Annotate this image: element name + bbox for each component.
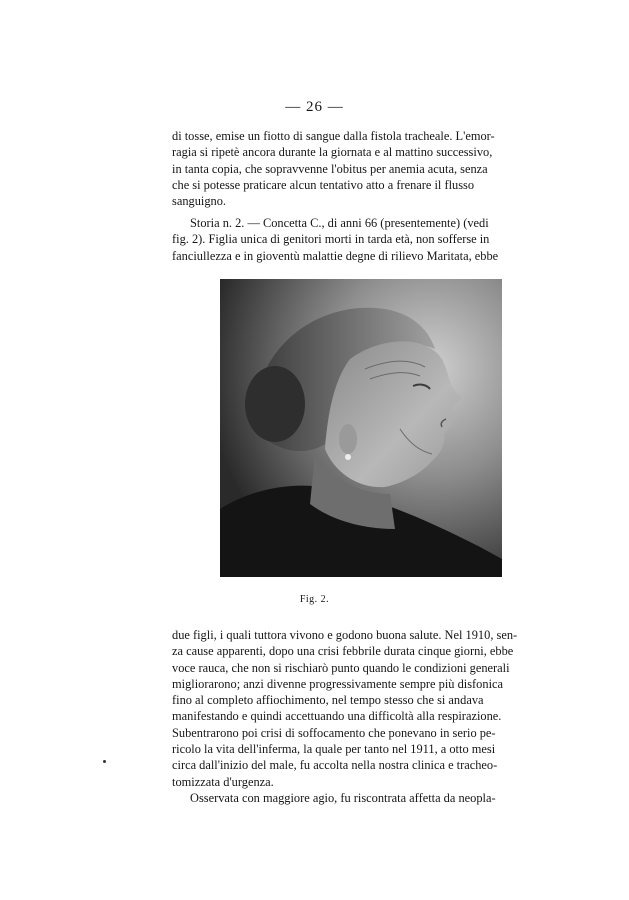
page-number: — 26 — <box>285 99 344 115</box>
text-line: migliorarono; anzi divenne progressivamente sempre più disfonica <box>172 676 504 691</box>
paragraph-case-history-2 <box>172 215 558 264</box>
paragraph-tracheal-hemorrhage <box>172 128 558 209</box>
text-line: due figli, i quali tuttora vivono e godono buona salute. Nel 1910, sen- <box>172 628 518 642</box>
text-line: fig. 2). Figlia unica di genitori morti in tarda età, non sofferse in <box>172 232 490 247</box>
text-line: sanguigno. <box>172 194 227 209</box>
text-line: Subentrarono poi crisi di soffocamento che ponevano in serio pe- <box>172 725 496 740</box>
text-line: tomizzata d'urgenza. <box>172 774 274 789</box>
patient-portrait-photo <box>220 279 502 577</box>
text-line: fino al completo affiochimento, nel tempo stesso che si andava <box>172 693 484 708</box>
text-line: Storia n. 2. — Concetta C., di anni 66 (presentemente) (vedi <box>190 216 489 230</box>
portrait-illustration <box>220 279 502 577</box>
figure-caption: Fig. 2. <box>299 594 330 605</box>
paragraph-clinical-course <box>172 627 558 806</box>
text-line: ricolo la vita dell'inferma, la quale per tanto nel 1911, a otto mesi <box>172 742 496 757</box>
text-line: za cause apparenti, dopo una crisi febbrile durata cinque giorni, ebbe <box>172 644 514 659</box>
text-line: in tanta copia, che sopravvenne l'obitus per anemia acuta, senza <box>172 161 488 176</box>
text-line: di tosse, emise un fiotto di sangue dalla fistola tracheale. L'emor- <box>172 129 495 143</box>
text-line: fanciullezza e in gioventù malattie degne di rilievo Maritata, ebbe <box>172 248 499 263</box>
ink-speck <box>103 760 106 763</box>
text-line: circa dall'inizio del male, fu accolta nella nostra clinica e tracheo- <box>172 758 498 773</box>
text-line: ragia si ripetè ancora durante la giornata e al mattino successivo, <box>172 145 493 160</box>
text-line: Osservata con maggiore agio, fu riscontrata affetta da neopla- <box>190 790 496 805</box>
text-line: voce rauca, che non si rischiarò punto quando le condizioni generali <box>172 660 510 675</box>
text-line: manifestando e quindi accettuando una difficoltà alla respirazione. <box>172 709 502 724</box>
text-line: che si potesse praticare alcun tentativo atto a frenare il flusso <box>172 177 475 192</box>
